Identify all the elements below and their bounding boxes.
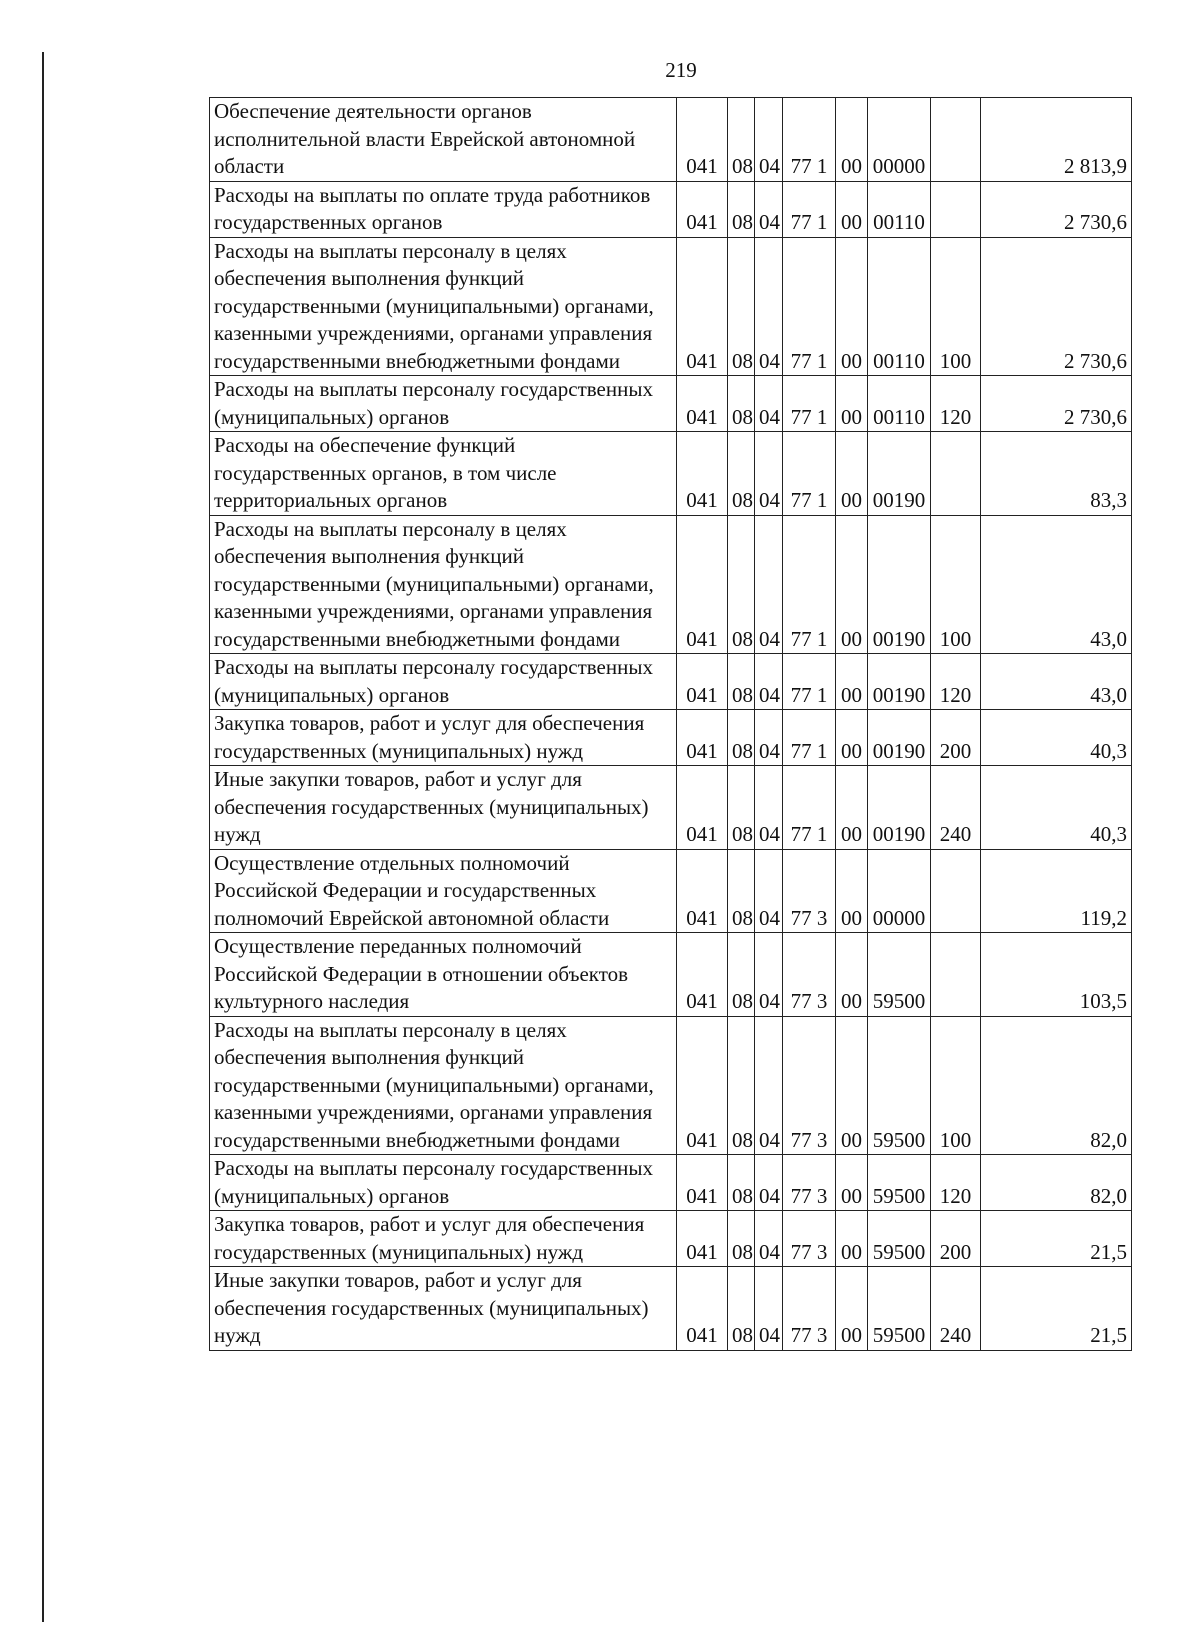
- amount: 43,0: [981, 515, 1132, 654]
- section-code: 08: [728, 1267, 755, 1351]
- row-name: Иные закупки товаров, работ и услуг для обеспечения государственных (муниципальных) нужд: [210, 766, 677, 850]
- expense-type-code: 200: [931, 1211, 981, 1267]
- subsection-code: 04: [755, 432, 783, 516]
- ministry-code: 041: [677, 515, 728, 654]
- table-row: [210, 1211, 1132, 1267]
- row-name: Иные закупки товаров, работ и услуг для обеспечения государственных (муниципальных) нужд: [210, 1267, 677, 1351]
- section-code: 08: [728, 515, 755, 654]
- article-code: 00110: [868, 181, 931, 237]
- amount: 40,3: [981, 766, 1132, 850]
- left-margin-line: [42, 52, 44, 1622]
- section-code: 08: [728, 98, 755, 182]
- article-code: 00190: [868, 654, 931, 710]
- article-code: 00190: [868, 766, 931, 850]
- program-code: 77 1: [783, 766, 836, 850]
- program-code: 77 3: [783, 933, 836, 1017]
- section-code: 08: [728, 376, 755, 432]
- expense-type-code: 100: [931, 515, 981, 654]
- article-code: 59500: [868, 1211, 931, 1267]
- subprogram-code: 00: [836, 1211, 868, 1267]
- table-row: [210, 849, 1132, 933]
- article-code: 00110: [868, 237, 931, 376]
- amount: 21,5: [981, 1267, 1132, 1351]
- row-name: Обеспечение деятельности органов исполнительной власти Еврейской автономной области: [210, 98, 677, 182]
- subprogram-code: 00: [836, 849, 868, 933]
- ministry-code: 041: [677, 181, 728, 237]
- expense-type-code: 200: [931, 710, 981, 766]
- subsection-code: 04: [755, 237, 783, 376]
- program-code: 77 1: [783, 237, 836, 376]
- table-row: [210, 1016, 1132, 1155]
- subsection-code: 04: [755, 849, 783, 933]
- expense-type-code: [931, 181, 981, 237]
- row-name: Расходы на выплаты персоналу государственных (муниципальных) органов: [210, 654, 677, 710]
- subprogram-code: 00: [836, 237, 868, 376]
- program-code: 77 3: [783, 1267, 836, 1351]
- table-row: [210, 432, 1132, 516]
- section-code: 08: [728, 654, 755, 710]
- subsection-code: 04: [755, 766, 783, 850]
- table-row: [210, 933, 1132, 1017]
- amount: 21,5: [981, 1211, 1132, 1267]
- section-code: 08: [728, 766, 755, 850]
- ministry-code: 041: [677, 766, 728, 850]
- table-row: [210, 1155, 1132, 1211]
- ministry-code: 041: [677, 1267, 728, 1351]
- section-code: 08: [728, 710, 755, 766]
- subsection-code: 04: [755, 710, 783, 766]
- amount: 103,5: [981, 933, 1132, 1017]
- subsection-code: 04: [755, 1016, 783, 1155]
- subprogram-code: 00: [836, 710, 868, 766]
- article-code: 00110: [868, 376, 931, 432]
- expense-type-code: 240: [931, 766, 981, 850]
- ministry-code: 041: [677, 1211, 728, 1267]
- amount: 2 730,6: [981, 237, 1132, 376]
- ministry-code: 041: [677, 849, 728, 933]
- section-code: 08: [728, 237, 755, 376]
- subsection-code: 04: [755, 654, 783, 710]
- amount: 82,0: [981, 1016, 1132, 1155]
- expense-type-code: [931, 849, 981, 933]
- amount: 82,0: [981, 1155, 1132, 1211]
- subprogram-code: 00: [836, 1016, 868, 1155]
- row-name: Расходы на обеспечение функций государственных органов, в том числе территориальных органов: [210, 432, 677, 516]
- budget-table-body: [210, 98, 1132, 1351]
- expense-type-code: 120: [931, 1155, 981, 1211]
- table-row: [210, 1267, 1132, 1351]
- row-name: Расходы на выплаты персоналу государственных (муниципальных) органов: [210, 376, 677, 432]
- expense-type-code: 120: [931, 376, 981, 432]
- expense-type-code: 100: [931, 1016, 981, 1155]
- ministry-code: 041: [677, 1016, 728, 1155]
- subprogram-code: 00: [836, 515, 868, 654]
- section-code: 08: [728, 432, 755, 516]
- program-code: 77 1: [783, 710, 836, 766]
- expense-type-code: 120: [931, 654, 981, 710]
- program-code: 77 1: [783, 654, 836, 710]
- section-code: 08: [728, 1211, 755, 1267]
- table-row: [210, 376, 1132, 432]
- amount: 2 730,6: [981, 181, 1132, 237]
- section-code: 08: [728, 1155, 755, 1211]
- expense-type-code: 240: [931, 1267, 981, 1351]
- amount: 119,2: [981, 849, 1132, 933]
- budget-table: [209, 97, 1132, 1351]
- table-row: [210, 98, 1132, 182]
- subprogram-code: 00: [836, 432, 868, 516]
- article-code: 59500: [868, 1155, 931, 1211]
- row-name: Закупка товаров, работ и услуг для обеспечения государственных (муниципальных) нужд: [210, 1211, 677, 1267]
- article-code: 00190: [868, 710, 931, 766]
- article-code: 00190: [868, 515, 931, 654]
- subprogram-code: 00: [836, 1155, 868, 1211]
- ministry-code: 041: [677, 432, 728, 516]
- subsection-code: 04: [755, 1155, 783, 1211]
- amount: 2 813,9: [981, 98, 1132, 182]
- program-code: 77 3: [783, 1016, 836, 1155]
- table-row: [210, 237, 1132, 376]
- article-code: 00000: [868, 849, 931, 933]
- subprogram-code: 00: [836, 1267, 868, 1351]
- article-code: 00190: [868, 432, 931, 516]
- subprogram-code: 00: [836, 654, 868, 710]
- amount: 40,3: [981, 710, 1132, 766]
- subsection-code: 04: [755, 1211, 783, 1267]
- section-code: 08: [728, 849, 755, 933]
- amount: 2 730,6: [981, 376, 1132, 432]
- program-code: 77 3: [783, 849, 836, 933]
- ministry-code: 041: [677, 237, 728, 376]
- table-row: [210, 654, 1132, 710]
- amount: 83,3: [981, 432, 1132, 516]
- amount: 43,0: [981, 654, 1132, 710]
- expense-type-code: [931, 933, 981, 1017]
- subprogram-code: 00: [836, 181, 868, 237]
- expense-type-code: [931, 98, 981, 182]
- program-code: 77 3: [783, 1155, 836, 1211]
- expense-type-code: [931, 432, 981, 516]
- subsection-code: 04: [755, 98, 783, 182]
- subprogram-code: 00: [836, 766, 868, 850]
- row-name: Осуществление отдельных полномочий Российской Федерации и государственных полномочий Еврейской автономной области: [210, 849, 677, 933]
- program-code: 77 1: [783, 515, 836, 654]
- expense-type-code: 100: [931, 237, 981, 376]
- article-code: 00000: [868, 98, 931, 182]
- section-code: 08: [728, 1016, 755, 1155]
- subprogram-code: 00: [836, 376, 868, 432]
- row-name: Расходы на выплаты персоналу в целях обеспечения выполнения функций государственными (муниципальными) органами, казенными учреждениями, органами управления государственными внебюджетными фондами: [210, 237, 677, 376]
- row-name: Расходы на выплаты персоналу в целях обеспечения выполнения функций государственными (муниципальными) органами, казенными учреждениями, органами управления государственными внебюджетными фондами: [210, 515, 677, 654]
- article-code: 59500: [868, 933, 931, 1017]
- table-row: [210, 515, 1132, 654]
- subsection-code: 04: [755, 933, 783, 1017]
- ministry-code: 041: [677, 710, 728, 766]
- table-row: [210, 710, 1132, 766]
- page-number: 219: [665, 58, 697, 82]
- row-name: Осуществление переданных полномочий Российской Федерации в отношении объектов культурного наследия: [210, 933, 677, 1017]
- program-code: 77 1: [783, 98, 836, 182]
- subsection-code: 04: [755, 376, 783, 432]
- ministry-code: 041: [677, 1155, 728, 1211]
- table-row: [210, 181, 1132, 237]
- subprogram-code: 00: [836, 933, 868, 1017]
- article-code: 59500: [868, 1016, 931, 1155]
- program-code: 77 1: [783, 376, 836, 432]
- article-code: 59500: [868, 1267, 931, 1351]
- ministry-code: 041: [677, 933, 728, 1017]
- program-code: 77 3: [783, 1211, 836, 1267]
- subsection-code: 04: [755, 181, 783, 237]
- table-row: [210, 766, 1132, 850]
- subsection-code: 04: [755, 515, 783, 654]
- ministry-code: 041: [677, 654, 728, 710]
- program-code: 77 1: [783, 432, 836, 516]
- subprogram-code: 00: [836, 98, 868, 182]
- program-code: 77 1: [783, 181, 836, 237]
- subsection-code: 04: [755, 1267, 783, 1351]
- row-name: Закупка товаров, работ и услуг для обеспечения государственных (муниципальных) нужд: [210, 710, 677, 766]
- section-code: 08: [728, 181, 755, 237]
- ministry-code: 041: [677, 376, 728, 432]
- row-name: Расходы на выплаты по оплате труда работников государственных органов: [210, 181, 677, 237]
- ministry-code: 041: [677, 98, 728, 182]
- row-name: Расходы на выплаты персоналу в целях обеспечения выполнения функций государственными (муниципальными) органами, казенными учреждениями, органами управления государственными внебюджетными фондами: [210, 1016, 677, 1155]
- section-code: 08: [728, 933, 755, 1017]
- row-name: Расходы на выплаты персоналу государственных (муниципальных) органов: [210, 1155, 677, 1211]
